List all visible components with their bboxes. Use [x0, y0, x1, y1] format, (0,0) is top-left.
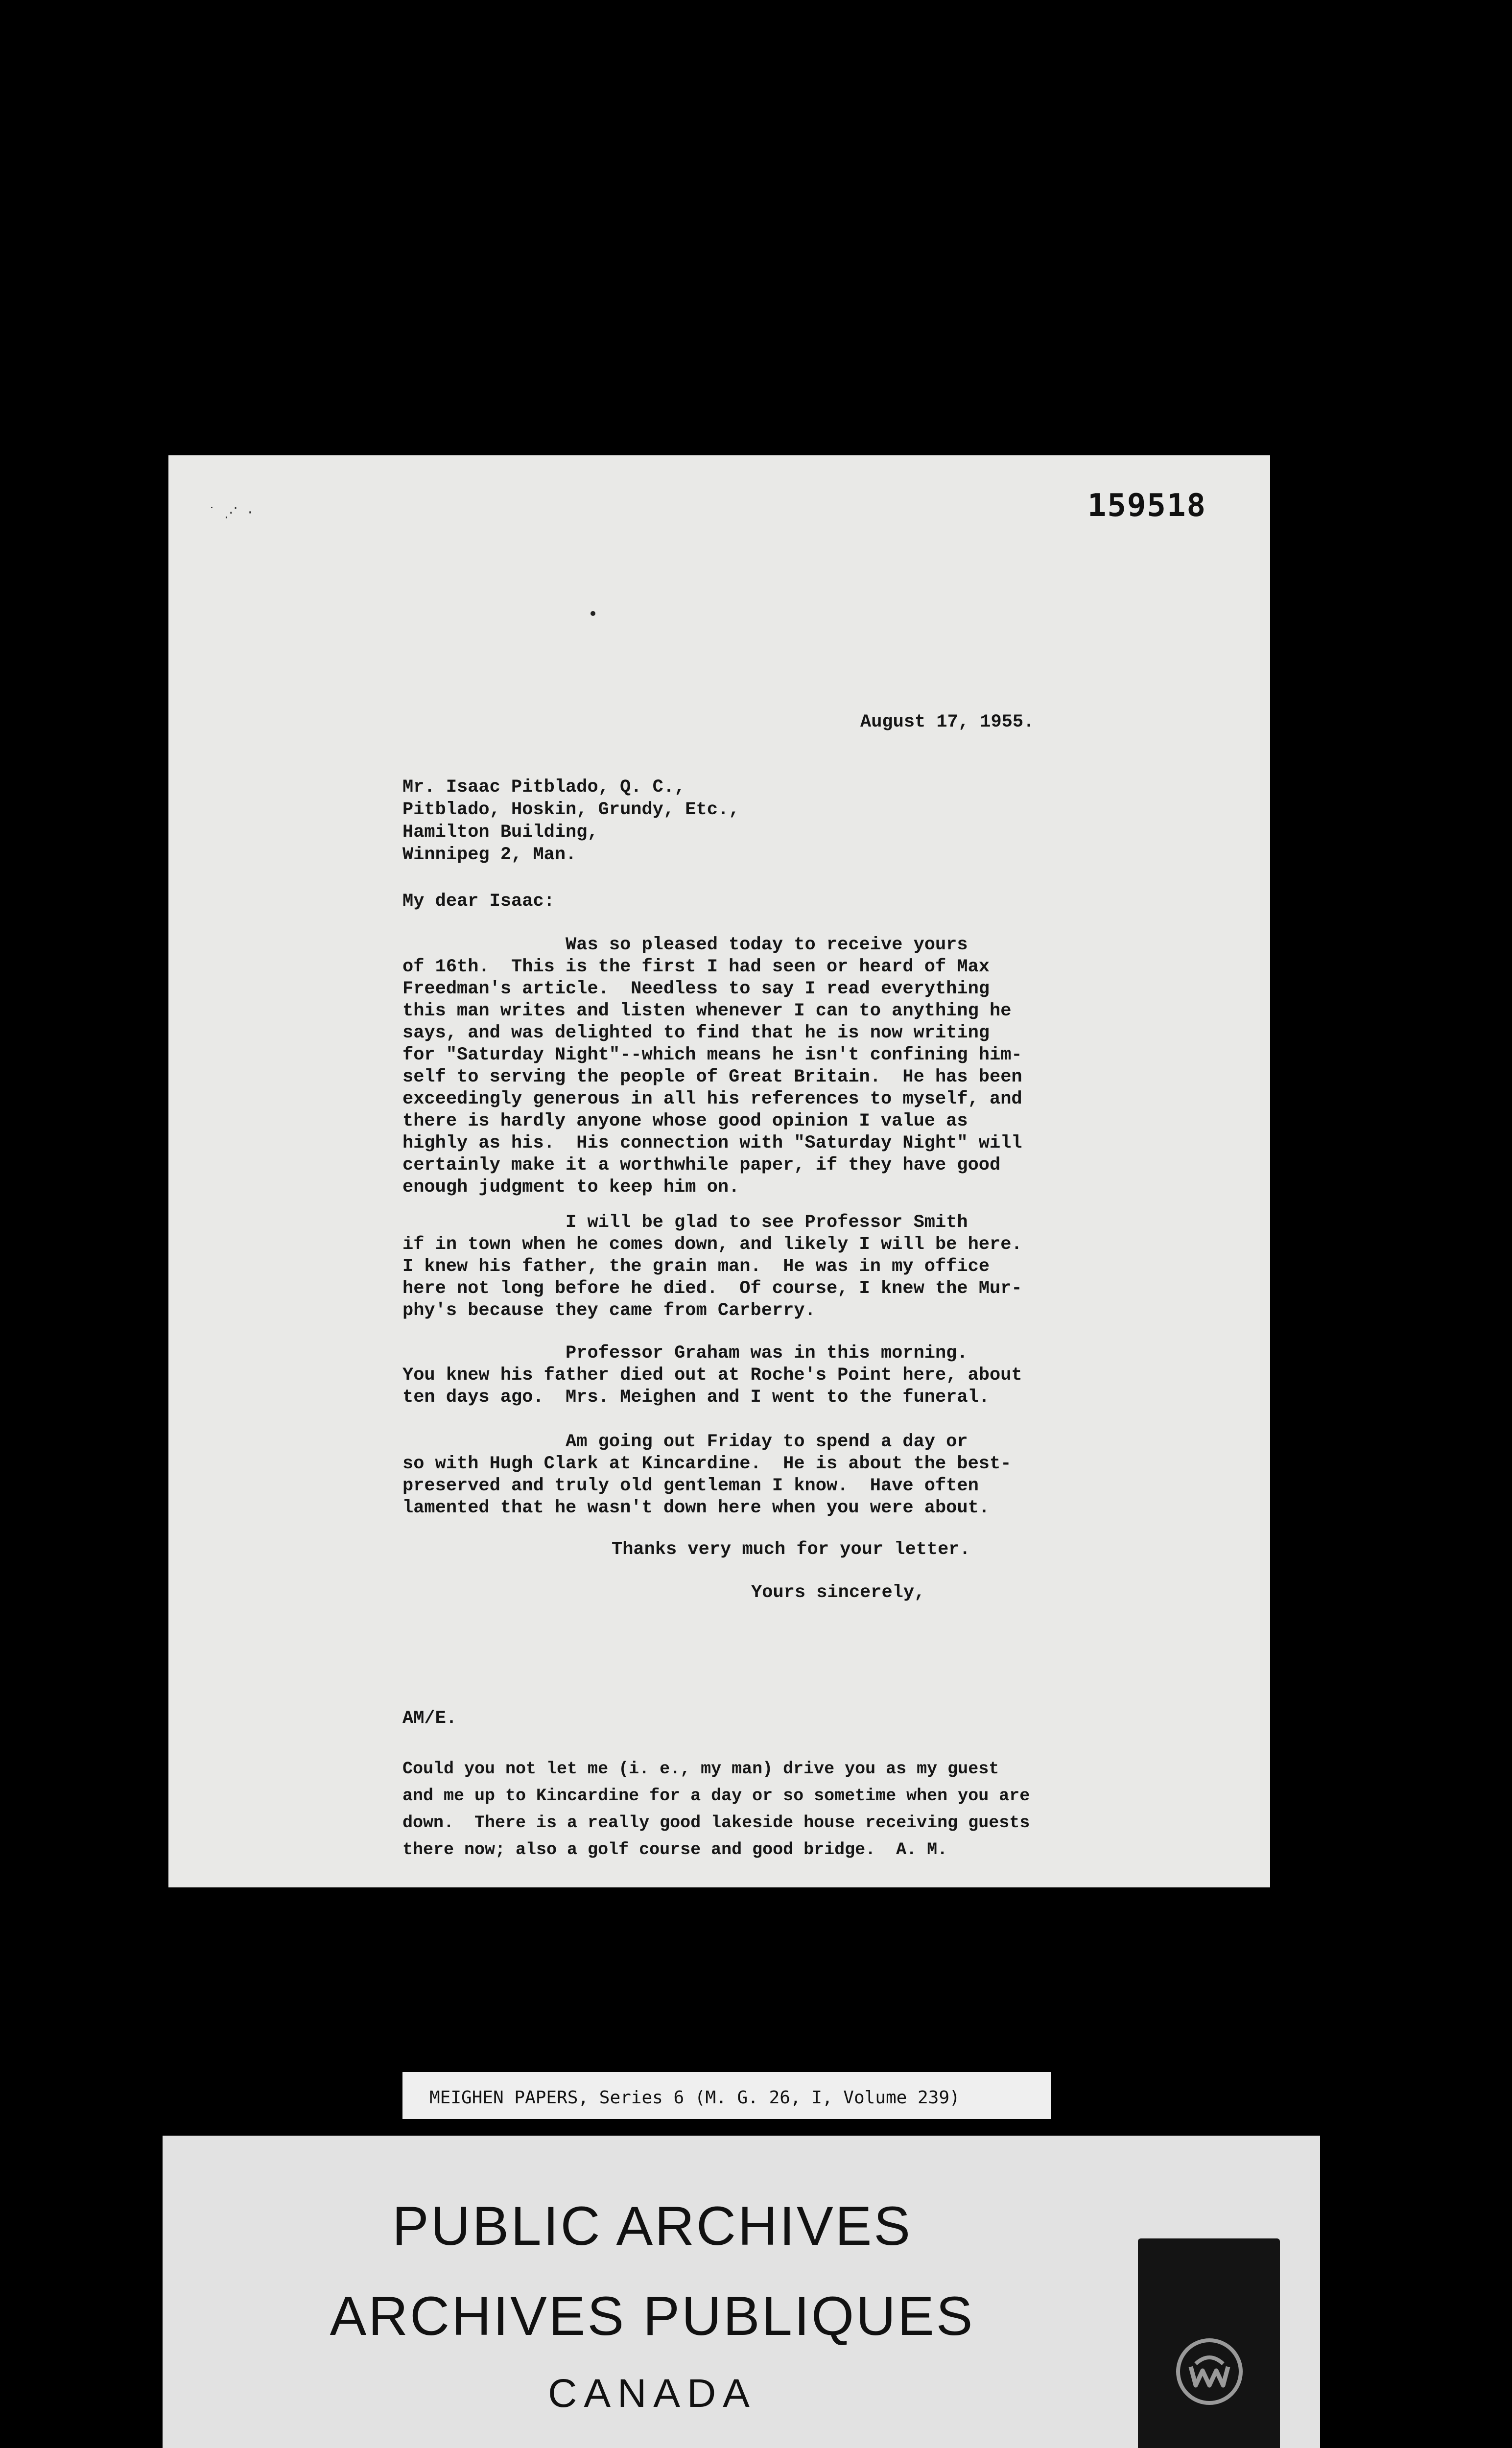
- address-line: Pitblado, Hoskin, Grundy, Etc.,: [402, 800, 740, 820]
- text-line: so with Hugh Clark at Kincardine. He is about the best-: [402, 1454, 1012, 1474]
- text-line: exceedingly generous in all his references to myself, and: [402, 1089, 1022, 1109]
- paragraph-4: [402, 1431, 1259, 1519]
- text-line: I will be glad to see Professor Smith: [402, 1212, 968, 1233]
- thanks-line: Thanks very much for your letter.: [612, 1539, 970, 1560]
- archive-title-french: ARCHIVES PUBLIQUES: [330, 2285, 975, 2347]
- text-line: there is hardly anyone whose good opinion I value as: [402, 1111, 968, 1131]
- text-line: I knew his father, the grain man. He was in my office: [402, 1256, 990, 1277]
- text-line: enough judgment to keep him on.: [402, 1177, 740, 1198]
- address-line: Winnipeg 2, Man.: [402, 845, 577, 865]
- text-line: Professor Graham was in this morning.: [402, 1343, 968, 1364]
- text-line: Am going out Friday to spend a day or: [402, 1432, 968, 1452]
- speck-marks: ˙ ⋰ ·: [208, 504, 255, 520]
- text-line: self to serving the people of Great Britain. He has been: [402, 1067, 1022, 1087]
- text-line: certainly make it a worthwhile paper, if they have good: [402, 1155, 1001, 1176]
- text-line: ten days ago. Mrs. Meighen and I went to the funeral.: [402, 1387, 990, 1408]
- text-line: there now; also a golf course and good bridge. A. M.: [402, 1840, 948, 1860]
- postscript: [402, 1756, 1030, 1863]
- recipient-address: [402, 776, 739, 866]
- address-line: Mr. Isaac Pitblado, Q. C.,: [402, 777, 685, 798]
- archive-country: CANADA: [548, 2371, 756, 2416]
- paragraph-2: [402, 1212, 1259, 1322]
- text-line: if in town when he comes down, and likely I will be here.: [402, 1234, 1022, 1255]
- text-line: phy's because they came from Carberry.: [402, 1300, 816, 1321]
- archive-card: [163, 2136, 1320, 2448]
- paragraph-3: [402, 1342, 1259, 1409]
- text-line: You knew his father died out at Roche's Point here, about: [402, 1365, 1022, 1386]
- archive-title-english: PUBLIC ARCHIVES: [392, 2195, 913, 2257]
- text-line: says, and was delighted to find that he is now writing: [402, 1023, 990, 1043]
- closing: Yours sincerely,: [751, 1582, 925, 1603]
- document-number: 159518: [1087, 488, 1206, 524]
- text-line: preserved and truly old gentleman I know. Have often: [402, 1476, 979, 1496]
- archives-canada-logo-icon: [1174, 2336, 1245, 2407]
- logo-panel: [1138, 2238, 1280, 2448]
- ink-dot: [591, 611, 595, 616]
- letter-date: August 17, 1955.: [860, 712, 1035, 732]
- text-line: and me up to Kincardine for a day or so sometime when you are: [402, 1786, 1030, 1806]
- text-line: down. There is a really good lakeside house receiving guests: [402, 1813, 1030, 1833]
- text-line: Could you not let me (i. e., my man) drive you as my guest: [402, 1759, 999, 1779]
- text-line: Freedman's article. Needless to say I read everything: [402, 979, 990, 999]
- text-line: Was so pleased today to receive yours: [402, 935, 968, 955]
- series-label: MEIGHEN PAPERS, Series 6 (M. G. 26, I, Volume 239): [402, 2072, 1051, 2119]
- typist-initials: AM/E.: [402, 1708, 457, 1729]
- salutation: My dear Isaac:: [402, 891, 555, 912]
- letter-page: [168, 455, 1270, 1887]
- text-line: for "Saturday Night"--which means he isn't confining him-: [402, 1045, 1022, 1065]
- text-line: here not long before he died. Of course, I knew the Mur-: [402, 1278, 1022, 1299]
- paragraph-1: [402, 934, 1259, 1199]
- address-line: Hamilton Building,: [402, 822, 598, 843]
- text-line: this man writes and listen whenever I can to anything he: [402, 1001, 1012, 1021]
- text-line: of 16th. This is the first I had seen or heard of Max: [402, 957, 990, 977]
- text-line: lamented that he wasn't down here when you were about.: [402, 1498, 990, 1518]
- text-line: highly as his. His connection with "Saturday Night" will: [402, 1133, 1022, 1153]
